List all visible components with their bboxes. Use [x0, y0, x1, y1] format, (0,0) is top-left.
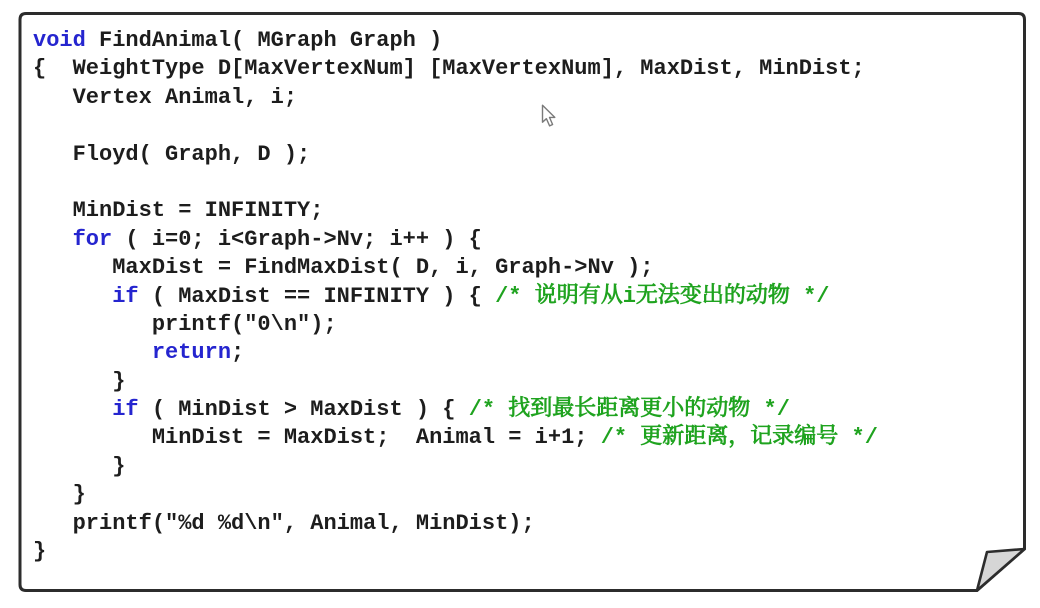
code-line — [33, 84, 878, 112]
code-text: MinDist = INFINITY; — [33, 198, 324, 224]
code-text: ( MaxDist == INFINITY ) { — [138, 283, 496, 309]
code-line — [33, 339, 878, 367]
code-text: MinDist = MaxDist; Animal = i+1; — [33, 425, 601, 451]
code-line — [33, 481, 878, 509]
code-line — [33, 538, 878, 566]
code-text: printf("0\n"); — [33, 311, 337, 337]
code-line — [33, 311, 878, 339]
code-line — [33, 254, 878, 282]
code-text — [33, 340, 152, 365]
code-text: Vertex Animal, i; — [33, 84, 298, 110]
code-keyword: return — [151, 340, 232, 366]
code-comment: /* 更新距离，记录编号 */ — [600, 425, 878, 451]
code-text: } — [33, 539, 47, 565]
code-keyword: for — [72, 226, 113, 252]
code-text: } — [33, 368, 126, 394]
code-keyword: if — [112, 283, 139, 309]
code-text: ( MinDist > MaxDist ) { — [138, 397, 469, 423]
code-line — [33, 510, 878, 538]
code-text — [33, 397, 112, 422]
code-text: } — [33, 482, 86, 508]
code-keyword: void — [33, 28, 86, 53]
code-comment: /* 说明有从i无法变出的动物 */ — [495, 283, 830, 309]
code-line — [33, 27, 878, 55]
code-text: ( i=0; i<Graph->Nv; i++ ) { — [112, 226, 482, 252]
code-line — [33, 396, 878, 424]
code-line — [33, 141, 878, 169]
code-text — [33, 284, 112, 309]
code-line — [33, 453, 878, 481]
code-line — [33, 197, 878, 225]
code-block — [33, 27, 878, 566]
mouse-cursor-icon — [541, 104, 561, 130]
code-text: Floyd( Graph, D ); — [33, 141, 311, 167]
code-text: ; — [231, 340, 245, 366]
code-line — [33, 112, 878, 140]
code-comment: /* 找到最长距离更小的动物 */ — [468, 397, 790, 423]
code-keyword: if — [112, 397, 139, 423]
code-line — [33, 368, 878, 396]
code-line — [33, 226, 878, 254]
code-text: printf("%d %d\n", Animal, MinDist); — [33, 510, 535, 536]
code-text: FindAnimal( MGraph Graph ) — [85, 28, 443, 53]
code-text — [33, 227, 73, 252]
code-line — [33, 55, 878, 83]
code-line — [33, 169, 878, 197]
code-line — [33, 424, 878, 452]
code-text: { WeightType D[MaxVertexNum] [MaxVertexNum], MaxDist, MinDist; — [33, 56, 865, 82]
code-text: } — [33, 453, 126, 479]
code-line — [33, 283, 878, 311]
code-text: MaxDist = FindMaxDist( D, i, Graph->Nv ); — [33, 255, 654, 281]
